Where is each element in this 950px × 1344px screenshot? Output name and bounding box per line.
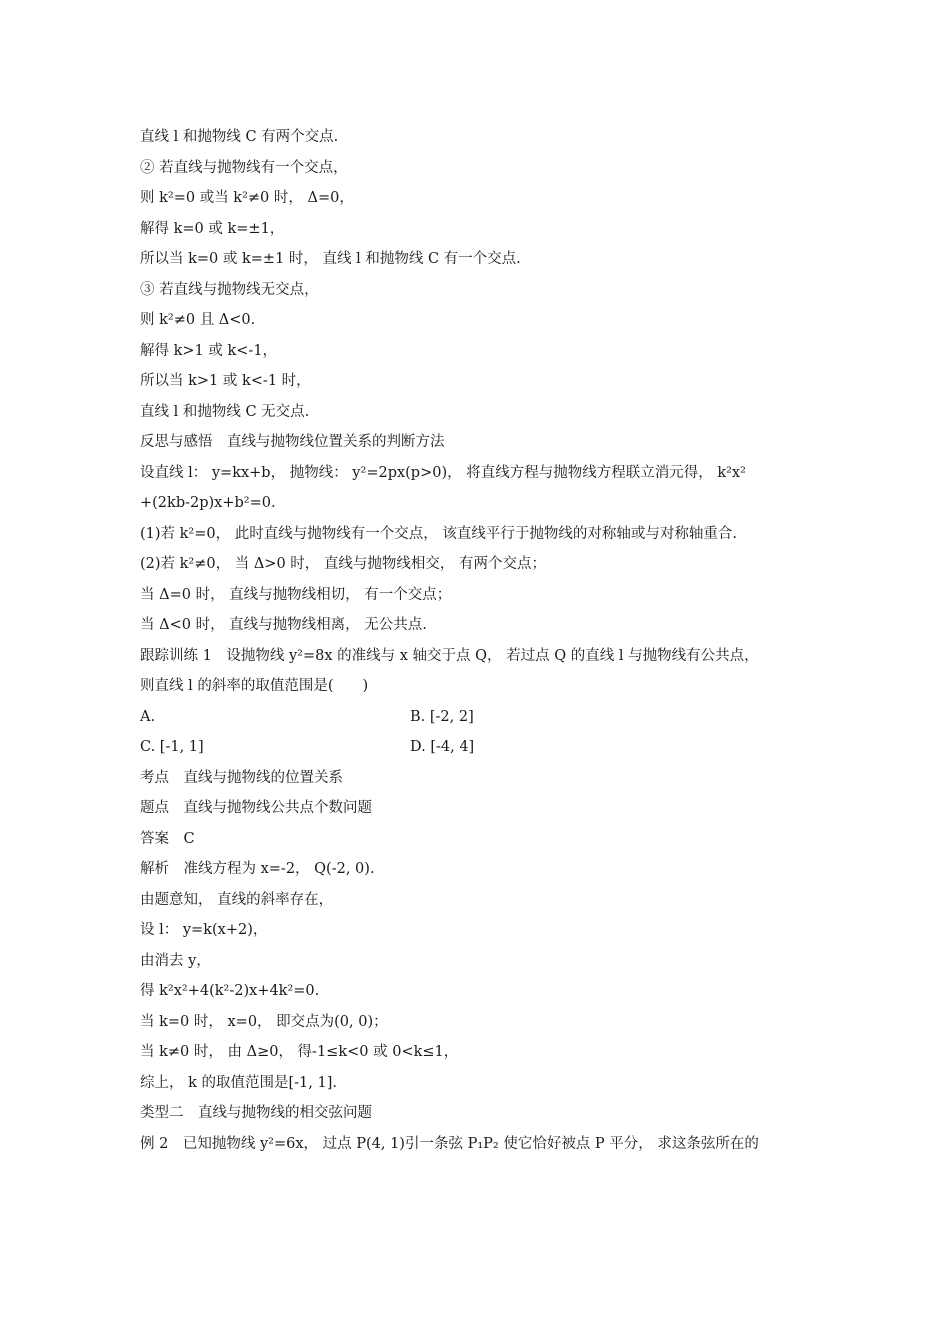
text-line: 设直线 l： y=kx+b， 抛物线： y²=2px(p>0)， 将直线方程与抛物线方程联立消元得， k²x² bbox=[140, 464, 746, 481]
answer-options-row bbox=[140, 732, 820, 763]
text-line: 直线 l 和抛物线 C 无交点. bbox=[140, 403, 310, 420]
text-line: 则 k²≠0 且 Δ<0. bbox=[140, 312, 256, 328]
text-line: 解得 k>1 或 k<-1， bbox=[140, 342, 278, 359]
topic-label: 考点 直线与抛物线的位置关系 bbox=[140, 769, 343, 786]
text-line: 当 Δ=0 时， 直线与抛物线相切， 有一个交点； bbox=[140, 586, 452, 603]
option-a: A. bbox=[140, 708, 156, 725]
answer-options-row bbox=[140, 702, 820, 733]
option-c: C. [-1, 1] bbox=[140, 739, 204, 755]
section-heading: 类型二 直线与抛物线的相交弦问题 bbox=[140, 1105, 372, 1121]
text-line: 所以当 k=0 或 k=±1 时， 直线 l 和抛物线 C 有一个交点. bbox=[140, 251, 521, 267]
example-line: 例 2 已知抛物线 y²=6x， 过点 P(4, 1)引一条弦 P₁P₂ 使它恰好被点 P 平分， 求这条弦所在的 bbox=[140, 1135, 759, 1152]
text-line: 综上， k 的取值范围是[-1, 1]. bbox=[140, 1074, 337, 1091]
document-body bbox=[140, 122, 820, 1159]
text-line: 解得 k=0 或 k=±1， bbox=[140, 220, 285, 237]
text-line: 则 k²=0 或当 k²≠0 时， Δ=0， bbox=[140, 190, 354, 206]
text-line: 直线 l 和抛物线 C 有两个交点. bbox=[140, 129, 339, 145]
text-line: (2)若 k²≠0， 当 Δ>0 时， 直线与抛物线相交， 有两个交点； bbox=[140, 556, 547, 572]
text-line: ② 若直线与抛物线有一个交点， bbox=[140, 159, 348, 176]
text-line: 由题意知， 直线的斜率存在， bbox=[140, 891, 334, 908]
answer-line: 答案 C bbox=[140, 830, 195, 847]
text-line: ③ 若直线与抛物线无交点， bbox=[140, 281, 319, 298]
text-line: 由消去 y， bbox=[140, 952, 211, 969]
text-line: 设 l： y=k(x+2)， bbox=[140, 922, 268, 938]
option-b: B. [-2, 2] bbox=[410, 708, 474, 725]
text-line: (1)若 k²=0， 此时直线与抛物线有一个交点， 该直线平行于抛物线的对称轴或与对称轴重合. bbox=[140, 525, 737, 542]
analysis-line: 解析 准线方程为 x=-2， Q(-2, 0). bbox=[140, 861, 375, 877]
text-line: 得 k²x²+4(k²-2)x+4k²=0. bbox=[140, 983, 320, 999]
text-line: +(2kb-2p)x+b²=0. bbox=[140, 495, 276, 511]
text-line: 所以当 k>1 或 k<-1 时， bbox=[140, 373, 311, 389]
text-line: 当 k=0 时， x=0， 即交点为(0, 0)； bbox=[140, 1013, 388, 1030]
text-line: 当 Δ<0 时， 直线与抛物线相离， 无公共点. bbox=[140, 617, 427, 633]
question-line: 跟踪训练 1 设抛物线 y²=8x 的准线与 x 轴交于点 Q， 若过点 Q 的直线 l 与抛物线有公共点， bbox=[140, 647, 759, 664]
text-line: 当 k≠0 时， 由 Δ≥0， 得-1≤k<0 或 0<k≤1， bbox=[140, 1044, 459, 1060]
question-line: 则直线 l 的斜率的取值范围是( ) bbox=[140, 678, 369, 694]
section-heading: 反思与感悟 直线与抛物线位置关系的判断方法 bbox=[140, 434, 445, 450]
subtopic-label: 题点 直线与抛物线公共点个数问题 bbox=[140, 800, 372, 816]
option-d: D. [-4, 4] bbox=[410, 739, 475, 755]
